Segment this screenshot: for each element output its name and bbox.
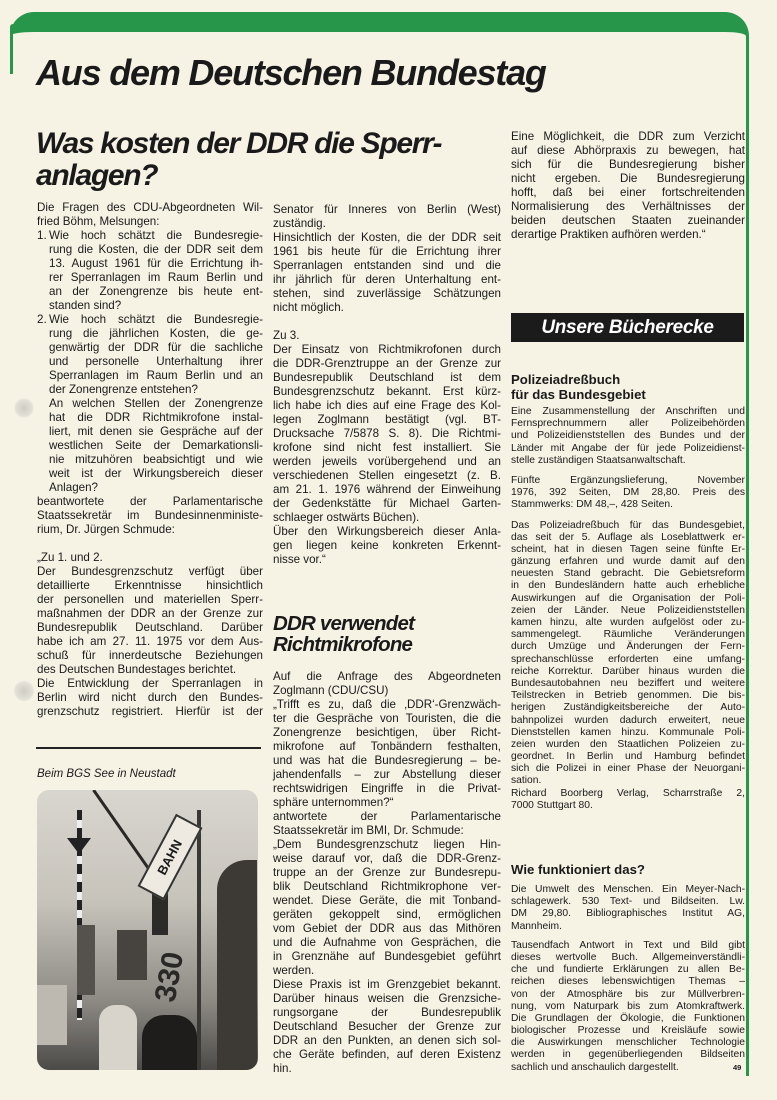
text-line: DDR an den Punkten, an denen sich sol- (273, 1034, 501, 1047)
text-line: Diese Praxis ist im Grenzgebiet bekannt. (273, 978, 501, 991)
text-line: Die Umwelt des Menschen. Ein Meyer-Nach- (511, 884, 745, 895)
text-line: schlaeger ostwärts Büchen). (273, 511, 420, 524)
text-line: durch Umzüge und Änderungen der Fern- (511, 641, 745, 653)
article-headline (36, 128, 441, 192)
text-line: sachlich und anschaulich dargestellt. (511, 1061, 679, 1073)
column-1 (37, 201, 263, 719)
text-line: und die Aufnahme von Gesprächen, die (273, 936, 501, 949)
text-line: und personelle Unterhaltung ihrer (49, 355, 263, 368)
text-line: Fernsprechnummern aller Polizeibehörden (511, 418, 745, 430)
section-header-buecherecke: Unsere Bücherecke (511, 313, 744, 342)
text-line: dieses wertvolle Buch. Allgemeinverständli- (511, 951, 745, 963)
text-line: wendet. Diese Geräte, die mit Tonband- (273, 894, 501, 907)
text-line: Sperranlagen entstanden sind und die (273, 259, 501, 272)
text-line: sich für die Bundesregierung bisher (511, 158, 745, 171)
text-line: stehen, sind zuverlässige Schätzungen (273, 287, 501, 300)
text-line: DM 29,80. Bibliographisches Institut AG, (511, 908, 745, 920)
text-line: sammengelegt. Räumliche Veränderungen (511, 629, 745, 641)
question-number: 1. (37, 229, 47, 242)
text-line: 1961 bis heute für die Errichtung ihrer (273, 245, 501, 258)
text-line: „Trifft es zu, daß die ‚DDR‘-Grenzwäch- (273, 698, 501, 711)
subheadline-richtmikrofone (273, 613, 414, 655)
text-line: des Deutschen Bundestages berichtet. (37, 663, 237, 676)
paragraph (273, 329, 501, 343)
text-line: Hinsichtlich der Kosten, die der DDR seit (273, 231, 501, 244)
text-line: Tausendfach Antwort in Text und Bild gibt (511, 939, 745, 951)
paragraph (511, 520, 745, 788)
paragraph (511, 940, 745, 1074)
text-line: Berlin wird nicht durch den Bundes- (37, 691, 263, 704)
text-line: hin. (273, 1062, 292, 1075)
text-line: schlagewerk. 530 Text- und Bildseiten. Lw. (511, 896, 745, 908)
text-line: che und fundierte Erklärungen zu allen Be- (511, 964, 745, 976)
text-line: „Dem Bundesgrenzschutz liegen Hin- (273, 838, 501, 851)
text-line: und Polizeidienststellen des Bundes und der (511, 430, 745, 442)
paragraph (273, 670, 501, 698)
text-line: rechtswidrigen Eingriffe in die Privat- (273, 782, 501, 795)
text-line: blik Deutschland Richtmikrophone ver- (273, 880, 501, 893)
text-line: reichen dieses lebenswichtigen Themas – (511, 976, 745, 988)
column-2 (273, 203, 501, 567)
text-line: liert, mit denen sie Gespräche auf der (49, 425, 263, 438)
text-line: rung die jährlichen Kosten, die ge- (49, 327, 263, 340)
text-line: nicht ergeben. Die Bundesregierung (511, 172, 745, 185)
text-line: gänzung erfahren und wurde damit auf den (511, 556, 745, 568)
text-line: das seit der 5. Auflage als Loseblattwerk er- (511, 531, 745, 543)
text-line: stelle zuständigen Staatsanwaltschaft. (511, 454, 686, 466)
text-line: Das Polizeiadreßbuch für das Bundesgebiet, (511, 519, 745, 531)
text-line: derartige Praktiken aufhören werden.“ (511, 228, 706, 241)
text-line: lich habe ich dies auf eine Frage des Kol- (273, 399, 501, 412)
text-line: Darüber hinaus weisen die Grenzsiche- (273, 992, 501, 1005)
text-line: Sperranlagen im Raum Berlin und an (49, 369, 263, 382)
text-line: rung die Kosten, die der DDR seit dem (49, 243, 263, 256)
text-line: Länder mit Angabe der für jede Polizeidienst- (511, 442, 745, 454)
text-line: rium, Dr. Jürgen Schmude: (37, 523, 175, 536)
text-line: Normalisierung des Verhältnisses der (511, 200, 745, 213)
text-line: sphäre unternommen?“ (273, 796, 394, 809)
headline-line: anlagen? (36, 159, 158, 192)
book-2-title: Wie funktioniert das? (511, 862, 645, 877)
paragraph (511, 406, 745, 467)
text-line: westlichen Seite der Demarkationsli- (49, 439, 263, 452)
text-line: ihr jährlich für deren Unterhaltung ent- (273, 273, 501, 286)
photo-sign-text: BAHN (154, 836, 186, 878)
text-line: Dienststellen kamen hinzu. Kommunale Poli- (511, 726, 745, 738)
text-line: werden. (273, 964, 315, 977)
text-line: jahendenfalls – zur Abstellung dieser (273, 768, 501, 781)
text-line: nung, vom Naturpark bis zum Atomkraftwerk. (511, 1000, 745, 1012)
text-line: nie mitzuhören beabsichtigt und wie (49, 453, 263, 466)
text-line: der Zonengrenze entstehen? (49, 383, 198, 396)
text-line: Bundesautobahnen neu beziffert und weitere (511, 677, 745, 689)
paragraph (273, 343, 501, 525)
text-line: Mannheim. (511, 920, 562, 932)
subheadline-line: DDR verwendet (273, 612, 415, 635)
photo-hull-number: 330 (148, 949, 191, 1005)
text-line: mikrofone auf Tonbändern festhalten, (273, 740, 501, 753)
paragraph (37, 495, 263, 537)
text-line: Zu 3. (273, 329, 300, 342)
text-line: Die Entwicklung der Sperranlagen in (37, 677, 263, 690)
text-line: ter die Gespräche von Touristen, die die (273, 712, 501, 725)
paragraph (37, 551, 263, 565)
text-line: biologischer Prozesse und Kreisläufe sowie (511, 1025, 745, 1037)
text-line: auf diese Abhörpraxis zu bewegen, hat (511, 144, 745, 157)
photo-sign (138, 814, 203, 900)
text-line: truppe an der Grenze zur Bundesrepu- (273, 866, 501, 879)
text-line: hat die DDR Richtmikrofone instal- (49, 411, 263, 424)
paragraph (37, 201, 263, 229)
text-line: verschiedenen Stellen eingesetzt (z. B. (273, 469, 501, 482)
text-line: reiche Korrektur. Darüber hinaus wurden die (511, 665, 745, 677)
text-line: Auswirkungen auf die Organisation der Poli- (511, 592, 745, 604)
book-1-title (511, 372, 646, 402)
text-line: die DDR-Grenztruppe an der Grenze zur (273, 357, 501, 370)
text-line: Zoglmann (CDU/CSU) (273, 684, 389, 697)
paragraph (273, 810, 501, 838)
text-line: gen liegen keine konkreten Erkennt- (273, 539, 501, 552)
paragraph (511, 130, 745, 242)
column-3 (511, 130, 745, 242)
text-line: scheint, hat in diesen Tagen seine fünfte Er- (511, 543, 745, 555)
text-line: am 21. 1. 1976 während der Einweihung (273, 483, 501, 496)
question-2 (37, 313, 263, 397)
text-line: Bundesgrenzschutz bekannt. Erst kürz- (273, 385, 501, 398)
text-line: von der Atmosphäre bis zur Müllverbren- (511, 988, 745, 1000)
text-line: kamen hinzu, alte wurden aufgelöst oder zu- (511, 617, 745, 628)
text-line: Deutschland Besucher der Grenze zur (273, 1020, 501, 1033)
text-line: werden in gegenüberliegenden Bildseiten (511, 1049, 745, 1061)
text-line: zuständig. (273, 217, 326, 230)
text-line: an der Zonengrenze bis heute ent- (49, 285, 263, 298)
text-line: vom Gebiet der DDR aus das Mithören (273, 922, 501, 935)
text-line: Eine Möglichkeit, die DDR zum Verzicht (511, 130, 745, 143)
paragraph (273, 231, 501, 315)
text-line: zeien der Länder. Neue Polizeidienststellen (511, 604, 745, 616)
question-1 (37, 229, 263, 313)
text-line: habe ich am 27. 11. 1975 vor dem Aus- (37, 635, 263, 648)
text-line: Der Einsatz von Richtmikrofonen durch (273, 343, 501, 356)
paragraph (37, 677, 263, 719)
text-line: „Zu 1. und 2. (37, 551, 103, 564)
text-line: beiden deutschen Staaten zueinander (511, 214, 745, 227)
paragraph (511, 475, 745, 512)
paragraph (273, 838, 501, 978)
photo-caption: Beim BGS See in Neustadt (37, 768, 176, 780)
text-line: der Gedenkstätte für Michael Garten- (273, 497, 501, 510)
text-line: rungsorgane der Bundesrepublik (273, 1006, 501, 1019)
text-line: in den Bundesländern hatte auch erhebliche (511, 580, 745, 592)
text-line: Stammwerks: DM 48,–, 428 Seiten. (511, 499, 673, 511)
paragraph (37, 565, 263, 677)
paragraph (273, 203, 501, 231)
text-line: werden jeweils vorübergehend und an (273, 455, 501, 468)
text-line: geräten gekoppelt sind, ermöglichen (273, 908, 501, 921)
text-line: hofft, daß bei einer fortschreitenden (511, 186, 745, 199)
page-number: 49 (733, 1063, 742, 1072)
photo-bgs-see (37, 790, 258, 1070)
text-line: Staatssekretär im BMI, Dr. Schmude: (273, 824, 464, 837)
text-line: weit ist der Wirkungsbereich dieser (49, 467, 263, 480)
text-line: Auf die Anfrage des Abgeordneten (273, 670, 501, 683)
paragraph (511, 884, 745, 933)
text-line: sation. (511, 775, 542, 787)
text-line: 7000 Stuttgart 80. (511, 799, 593, 811)
text-line: antwortete der Parlamentarische (273, 810, 501, 823)
publisher (511, 788, 745, 812)
text-line: geordnet. In Berlin und Hamburg befindet (511, 751, 745, 763)
subheadline-line: Richtmikrofone (273, 633, 413, 656)
book-title-line: für das Bundesgebiet (511, 387, 646, 402)
text-line: maßnahmen der DDR an der Grenze zur (37, 607, 263, 620)
text-line: nicht möglich. (273, 301, 344, 314)
text-line: legen Zoglmann bestätigt (vgl. BT- (273, 413, 501, 426)
column-2-lower (273, 670, 501, 1076)
page-title: Aus dem Deutschen Bundestag (36, 52, 546, 93)
text-line: krofone sind nicht fest installiert. Sie (273, 441, 501, 454)
text-line: Über den Wirkungsbereich dieser Anla- (273, 525, 501, 538)
divider-rule (36, 747, 261, 749)
text-line: Drucksache 7/5878 S. 8). Die Richtmi- (273, 427, 501, 440)
text-line: 13. August 1961 für die Errichtung ih- (49, 257, 263, 270)
text-line: rer Sperranlagen im Raum Berlin und (49, 271, 263, 284)
text-line: Fünfte Ergänzungslieferung, November (511, 474, 745, 486)
text-line: Wie hoch schätzt die Bundesregie- (49, 313, 263, 326)
paragraph (273, 978, 501, 1076)
text-line: Anlagen? (49, 481, 98, 494)
text-line: sprechanschlüsse erforderten eine umfang- (511, 653, 745, 665)
text-line: Bundesrepublik Deutschland. Darüber (37, 621, 263, 634)
text-line: der personellen und materiellen Sperr- (37, 593, 263, 606)
text-line: Teilstrecken in Betrieb genommen. Die bis- (511, 690, 745, 702)
text-line: Senator für Inneres von Berlin (West) (273, 203, 501, 216)
text-line: grenzschutz registriert. Hierfür ist der (37, 705, 263, 718)
text-line: standen sind? (49, 299, 122, 312)
question-number: 2. (37, 313, 47, 326)
text-line: fried Böhm, Melsungen: (37, 215, 160, 228)
text-line: detaillierte Erkenntnisse hinsichtlich (37, 579, 263, 592)
text-line: und was hat die Bundesregierung – be- (273, 754, 501, 767)
paragraph (273, 525, 501, 567)
book-1-text (511, 406, 745, 812)
paper-stain (14, 398, 34, 418)
text-line: genwärtig der DDR für die sachliche (49, 341, 263, 354)
text-line: herigen Zuständigkeitsbereiche der Auto- (511, 702, 745, 714)
text-line: Die Fragen des CDU-Abgeordneten Wil- (37, 201, 263, 214)
text-line: Eine Zusammenstellung der Anschriften und (511, 406, 745, 417)
book-title-line: Polizeiadreßbuch (511, 372, 621, 387)
text-line: beantwortete der Parlamentarische (37, 495, 263, 508)
text-line: in Grenznähe auf Bundesgebiet geführt (273, 950, 501, 963)
text-line: bahnpolizei wurden dadurch erweitert, neue (511, 714, 745, 726)
headline-line: Was kosten der DDR die Sperr- (36, 127, 442, 160)
text-line: nisse vor.“ (273, 553, 326, 566)
text-line: Zonengrenze besichtigen, über Richt- (273, 726, 501, 739)
green-frame-corner (10, 24, 13, 74)
paper-stain (14, 680, 34, 702)
book-2-text (511, 884, 745, 1074)
text-line: Der Bundesgrenzschutz verfügt über (37, 565, 263, 578)
text-line: che Geräte befinden, auf deren Existenz (273, 1048, 501, 1061)
text-line: zeien wurden den Staatlichen Polizeien zu- (511, 738, 745, 750)
paragraph (273, 698, 501, 810)
text-line: schuß für innerdeutsche Beziehungen (37, 649, 263, 662)
text-line: Richard Boorberg Verlag, Scharrstraße 2, (511, 787, 745, 799)
text-line: Staatssekretär im Bundesinnenministe- (37, 509, 263, 522)
text-line: neuesten Stand gebracht. Die Gebietsreform (511, 568, 745, 580)
text-line: Wie hoch schätzt die Bundesregie- (49, 229, 263, 242)
text-line: Die Grundlagen der Ökologie, die Funktionen (511, 1012, 745, 1024)
text-line: weise darauf vor, daß die DDR-Grenz- (273, 852, 501, 865)
text-line: 1976, 392 Seiten, DM 28,80. Preis des (511, 487, 745, 499)
question-3 (37, 397, 263, 495)
text-line: die Auswirkungen menschlicher Technologie (511, 1037, 745, 1049)
text-line: An welchen Stellen der Zonengrenze (49, 397, 263, 410)
text-line: Bundesrepublik Deutschland ist dem (273, 371, 501, 384)
text-line: sich die Polizei in einer Phase der Neuorgani- (511, 763, 745, 775)
